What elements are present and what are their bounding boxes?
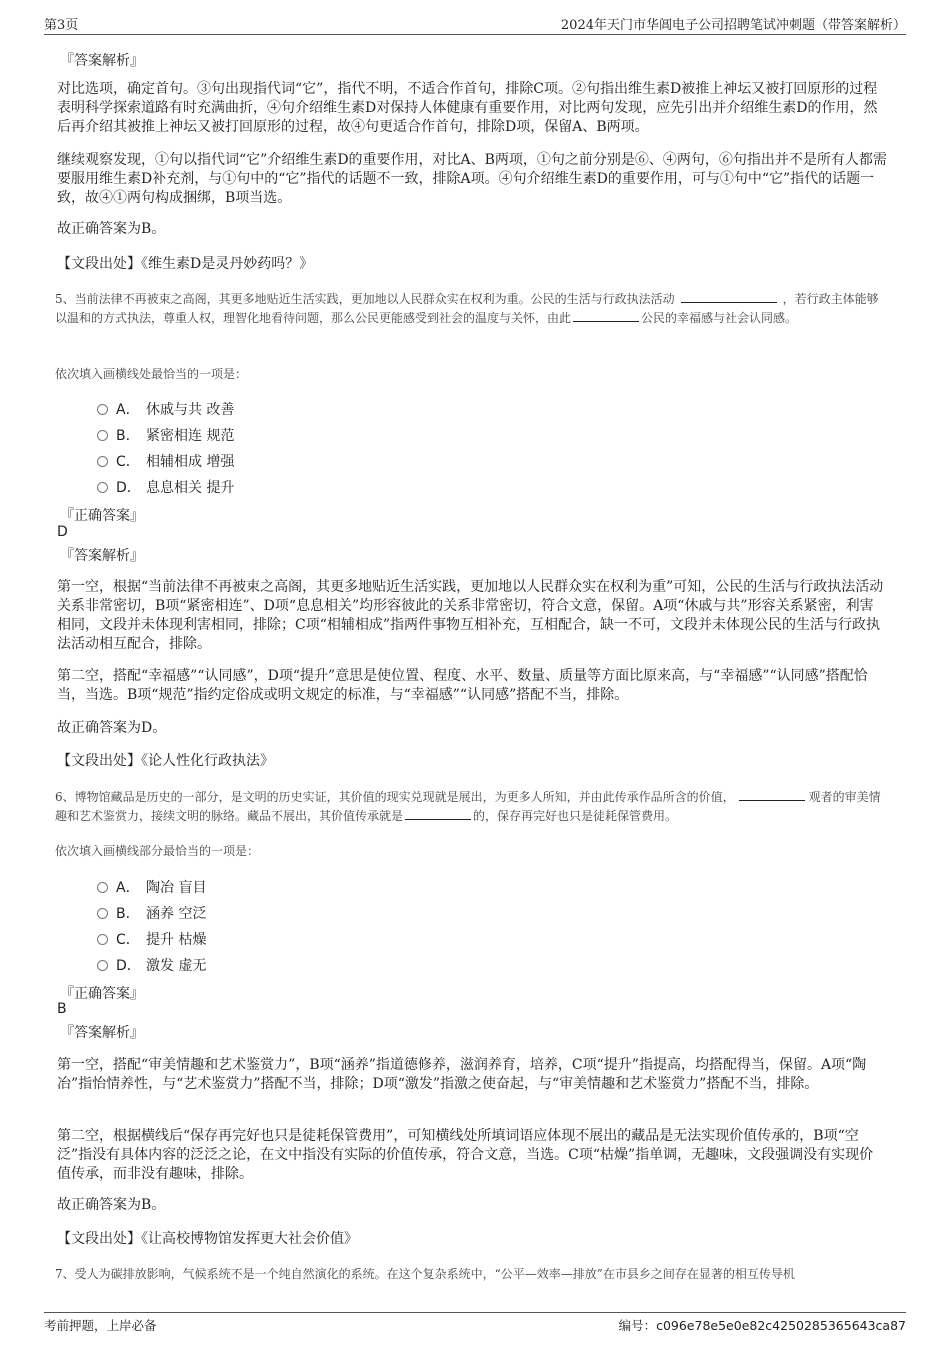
q6-stem-part-c: 的，保存再完好也只是徒耗保管费用。	[473, 809, 678, 823]
q5-analysis-p2: 第二空，搭配“幸福感”“认同感”，D项“提升”意思是使位置、程度、水平、数量、质量等方面比原来高，与“幸福感”“认同感”搭配恰当，当选。B项“规范”指约定俗成或明文规定的标准，与“幸福感”“认同感”搭配不当，排除。	[57, 668, 868, 703]
q5-source: 【文段出处】《论人性化行政执法》	[57, 753, 274, 769]
q5-analysis-label: 『答案解析』	[60, 548, 144, 564]
radio-icon[interactable]	[97, 482, 108, 493]
q6-stem-part-a: 6、博物馆藏品是历史的一部分，是文明的历史实证，其价值的现实兑现就是展出，为更多人所知，并由此传承作品所含的价值，	[55, 790, 735, 804]
q6-stem-part-b: 观者的审美情趣和艺术鉴赏力，接续文明的脉络。藏品不展出，其价值传承就是	[55, 790, 881, 823]
q6-option-c[interactable]: C． 提升 枯燥	[97, 929, 206, 949]
q5-answer-line: 故正确答案为D。	[57, 720, 167, 736]
radio-icon[interactable]	[97, 456, 108, 467]
radio-icon[interactable]	[97, 882, 108, 893]
q5-stem-part-c: 公民的幸福感与社会认同感。	[641, 311, 798, 325]
document-id: 编号：c096e78e5e0e82c4250285365643ca87	[618, 1318, 906, 1333]
q4-analysis-p1: 对比选项，确定首句。③句出现指代词“它”，指代不明，不适合作首句，排除C项。②句指出维生素D被推上神坛又被打回原形的过程表明科学探索道路有时充满曲折，④句介绍维生素D对保持人体健康有重要作用，对比两句发现，应先引出并介绍维生素D的作用，然后再介绍其被推上神坛又被打回原形的过程，故④句更适合作首句，排除D项，保留A、B两项。	[57, 81, 878, 135]
q5-prompt: 依次填入画横线处最恰当的一项是：	[55, 367, 248, 381]
q4-source: 【文段出处】《维生素D是灵丹妙药吗？》	[57, 256, 314, 272]
q5-option-a[interactable]: A． 休戚与共 改善	[97, 399, 234, 419]
radio-icon[interactable]	[97, 404, 108, 415]
q6-blank-2	[405, 807, 471, 820]
radio-icon[interactable]	[97, 960, 108, 971]
page-footer	[44, 1312, 906, 1335]
footer-slogan: 考前押题，上岸必备	[44, 1318, 157, 1333]
q4-analysis-label: 『答案解析』	[60, 53, 144, 69]
q5-correct-answer: D	[57, 524, 68, 540]
q6-correct-label: 『正确答案』	[60, 986, 144, 1002]
q6-analysis-label: 『答案解析』	[60, 1025, 144, 1041]
page-header	[44, 14, 906, 35]
q6-stem	[55, 788, 890, 826]
q6-analysis-p2: 第二空，根据横线后“保存再完好也只是徒耗保管费用”，可知横线处所填词语应体现不展出的藏品是无法实现价值传承的，B项“空泛”指没有具体内容的泛泛之论，在文中指没有实际的价值传承，符合文意，当选。C项“枯燥”指单调，无趣味，文段强调没有实现价值传承，而非没有趣味，排除。	[57, 1128, 874, 1182]
q6-prompt: 依次填入画横线部分最恰当的一项是：	[55, 844, 260, 858]
q6-analysis-p1: 第一空，搭配“审美情趣和艺术鉴赏力”，B项“涵养”指道德修养，滋润养育，培养，C项“提升”指提高，均搭配得当，保留。A项“陶冶”指怡情养性，与“艺术鉴赏力”搭配不当，排除；D项“激发”指激之使奋起，与“审美情趣和艺术鉴赏力”搭配不当，排除。	[57, 1057, 867, 1092]
page-number: 第3页	[44, 18, 79, 33]
q4-answer-line: 故正确答案为B。	[57, 221, 166, 237]
radio-icon[interactable]	[97, 934, 108, 945]
q5-correct-label: 『正确答案』	[60, 508, 144, 524]
q6-source: 【文段出处】《让高校博物馆发挥更大社会价值》	[57, 1231, 358, 1247]
radio-icon[interactable]	[97, 430, 108, 441]
q5-analysis-p1: 第一空，根据“当前法律不再被束之高阁，其更多地贴近生活实践，更加地以人民群众实在权利为重”可知，公民的生活与行政执法活动关系非常密切，B项“紧密相连”、D项“息息相关”均形容彼此的关系非常密切，符合文意，保留。A项“休戚与共”形容关系紧密，利害相同，文段并未体现利害相同，排除；C项“相辅相成”指两件事物互相补充，互相配合，缺一不可，文段并未体现公民的生活与行政执法活动相互配合，排除。	[57, 579, 884, 652]
q7-stem: 7、受人为碳排放影响，气候系统不是一个纯自然演化的系统。在这个复杂系统中，“公平—效率—排放”在市县乡之间存在显著的相互传导机	[55, 1267, 795, 1281]
q5-option-c[interactable]: C． 相辅相成 增强	[97, 451, 234, 471]
q5-stem	[55, 290, 890, 328]
q5-option-b[interactable]: B． 紧密相连 规范	[97, 425, 234, 445]
q5-stem-part-b: ，若行政主体能够以温和的方式执法，尊重人权，理智化地看待问题，那么公民更能感受到社会的温度与关怀，由此	[55, 292, 879, 325]
radio-icon[interactable]	[97, 908, 108, 919]
q4-analysis-p2: 继续观察发现，①句以指代词“它”介绍维生素D的重要作用，对比A、B两项，①句之前分别是⑥、④两句，⑥句指出并不是所有人都需要服用维生素D补充剂，与①句中的“它”指代的话题不一致，排除A项。④句介绍维生素D的重要作用，可与①句中“它”指代的话题一致，故④①两句构成捆绑，B项当选。	[57, 152, 887, 206]
q6-correct-answer: B	[57, 1001, 67, 1017]
document-title: 2024年天门市华阊电子公司招聘笔试冲刺题（带答案解析）	[560, 18, 906, 33]
q5-stem-part-a: 5、当前法律不再被束之高阁，其更多地贴近生活实践，更加地以人民群众实在权利为重。公民的生活与行政执法活动	[55, 292, 675, 306]
q5-blank-2	[573, 309, 639, 322]
q6-blank-1	[739, 788, 805, 801]
q5-blank-1	[681, 290, 777, 303]
q6-option-d[interactable]: D． 激发 虚无	[97, 955, 206, 975]
q6-option-a[interactable]: A． 陶冶 盲目	[97, 877, 206, 897]
q6-option-b[interactable]: B． 涵养 空泛	[97, 903, 206, 923]
q5-option-d[interactable]: D． 息息相关 提升	[97, 477, 234, 497]
q6-answer-line: 故正确答案为B。	[57, 1197, 166, 1213]
